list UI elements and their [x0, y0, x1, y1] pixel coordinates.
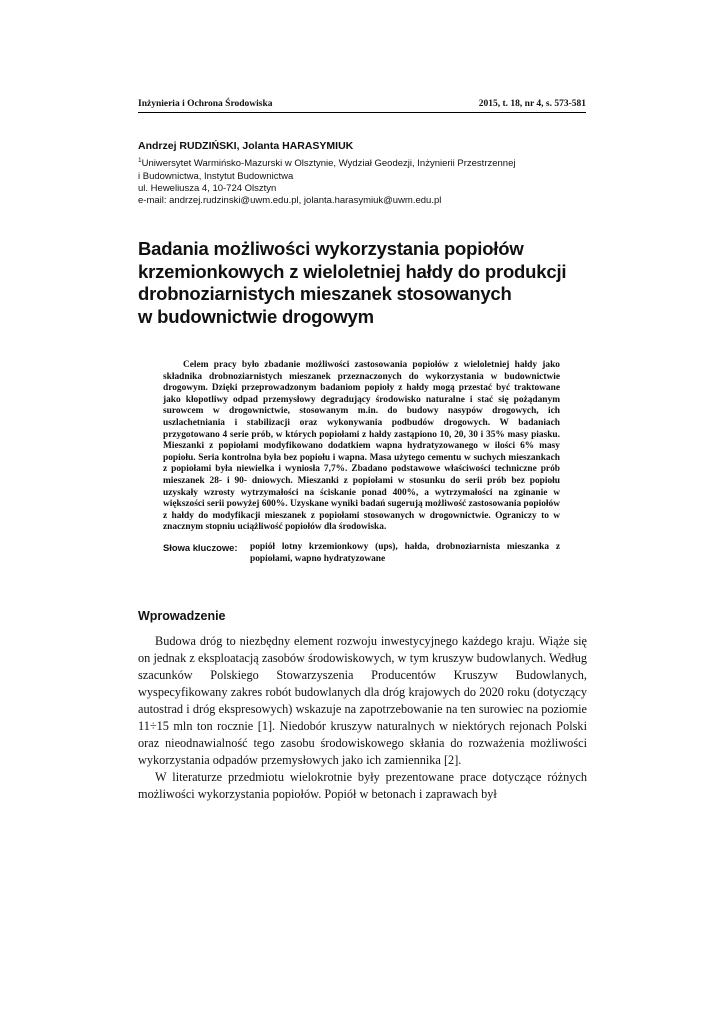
affiliation: [138, 155, 608, 208]
citation-info: 2015, t. 18, nr 4, s. 573-581: [478, 99, 586, 109]
affiliation-email: e-mail: andrzej.rudzinski@uwm.edu.pl, jolanta.harasymiuk@uwm.edu.pl: [138, 195, 442, 207]
journal-name: Inżynieria i Ochrona Środowiska: [138, 99, 273, 109]
title-line-4: w budownictwie drogowym: [138, 306, 374, 328]
keywords-text: popiół lotny krzemionkowy (ups), hałda, drobnoziarnista mieszanka z popiołami, wapno hydratyzowane: [250, 542, 560, 564]
title-line-2: krzemionkowych z wieloletniej hałdy do produkcji: [138, 260, 567, 282]
body-text: [138, 633, 587, 803]
body-paragraph-1: Budowa dróg to niezbędny element rozwoju inwestycyjnego każdego kraju. Wiąże się on jednak z eksploatacją zasobów środowiskowych, w tym kruszyw budowlanych. Według szacunków Polskiego Stowarzyszenia Producentów Kruszyw Budowlanych, wyspecyfikowany zakres robót budowlanych dla dróg krajowych do 2020 roku (dotyczący autostrad i dróg ekspresowych) wskazuje na zapotrzebowanie na ten surowiec na poziomie 11÷15 mln ton rocznie [1]. Niedobór kruszyw naturalnych w niektórych rejonach Polski oraz nieodnawialność tego zasobu środowiskowego skłania do rozważenia możliwości wykorzystania odpadów przemysłowych jako ich zamiennika [2].: [138, 634, 587, 767]
body-paragraph-2: W literaturze przedmiotu wielokrotnie były prezentowane prace dotyczące różnych możliwości wykorzystania popiołów. Popiół w betonach i zaprawach był: [138, 770, 587, 801]
header-rule: [138, 112, 586, 113]
abstract: Celem pracy było zbadanie możliwości zastosowania popiołów z wieloletniej hałdy jako składnika drobnoziarnistych mieszanek przeznaczonych do wykorzystania w budownictwie drogowym. Dzięki przeprowadzonym badaniom popioły z hałdy mogą przestać być traktowane jako kłopotliwy odpad przemysłowy degradujący środowisko naturalne i stać się pożądanym surowcem w drogownictwie, stosowanym m.in. do budowy nasypów drogowych, ich uszlachetniania i stabilizacji oraz wykonywania podbudów drogowych. W badaniach przygotowano 4 serie prób, w których popiołami z hałdy zastąpiono 10, 20, 30 i 35% masy piasku. Mieszanki z popiołami modyfikowano dodatkiem wapna hydratyzowanego w ilości 6% masy popiołu. Seria kontrolna była bez popiołu i wapna. Masa użytego cementu w suchych mieszankach z popiołami była niewielka i wyniosła 7,7%. Zbadano podstawowe właściwości techniczne prób mieszanek 28- i 90- dniowych. Mieszanki z popiołami w stosunku do serii prób bez popiołu uzyskały wzrosty wytrzymałości na ściskanie ponad 400%, a wytrzymałości na zginanie w większości serii powyżej 600%. Uzyskane wyniki badań sugerują możliwość zastosowania popiołów z hałdy do modyfikacji mieszanek z popiołami stosowanych w drogownictwie. Ograniczy to w znacznym stopniu uciążliwość popiołów dla środowiska.: [163, 360, 560, 533]
affiliation-institution: Uniwersytet Warmińsko-Mazurski w Olsztynie, Wydział Geodezji, Inżynierii Przestrzennej: [141, 158, 516, 170]
paper-title: [138, 238, 598, 329]
running-header: [138, 99, 586, 113]
section-heading: Wprowadzenie: [138, 609, 226, 623]
authors: Andrzej RUDZIŃSKI, Jolanta HARASYMIUK: [138, 140, 354, 152]
title-line-1: Badania możliwości wykorzystania popiołów: [138, 238, 524, 259]
title-line-3: drobnoziarnistych mieszanek stosowanych: [138, 283, 512, 305]
affiliation-line-2: i Budownictwa, Instytut Budownictwa: [138, 170, 294, 182]
affiliation-line-1: [138, 155, 608, 171]
affiliation-marker: 1: [138, 157, 142, 164]
keywords-label: Słowa kluczowe:: [163, 542, 238, 553]
affiliation-address: ul. Heweliusza 4, 10-724 Olsztyn: [138, 182, 277, 194]
